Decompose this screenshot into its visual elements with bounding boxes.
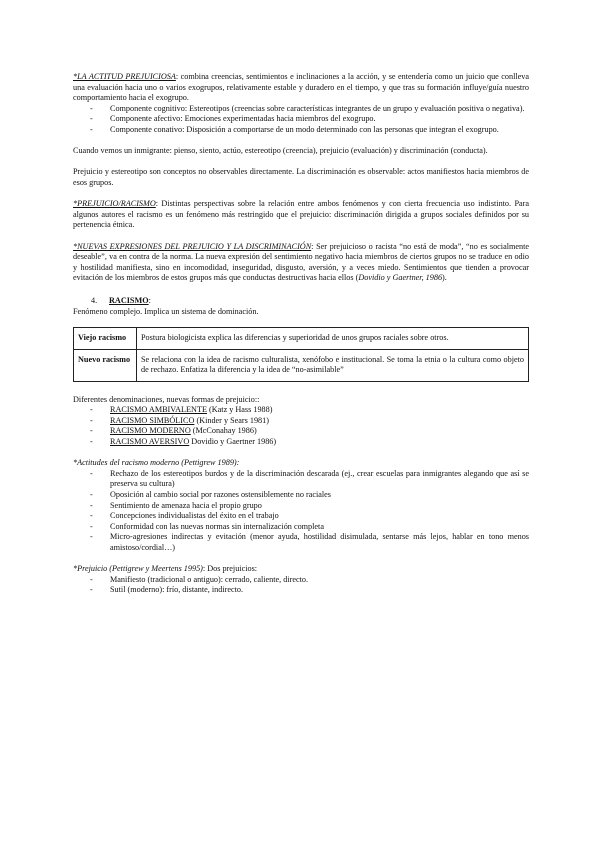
actitud-paragraph [73, 72, 529, 104]
nuevas-expresiones-title: *NUEVAS EXPRESIONES DEL PREJUICIO Y LA DISCRIMINACIÓN [73, 241, 312, 251]
actitud-text: : combina creencias, sentimientos e inclinaciones a la acción, y se entendería como un juicio que conlleva una evaluación hacia uno o varios exogrupos, relativamente estable y duradero en el tiempo, y que tras su formación influye/guía nuestro comportamiento hacia el exogrupo. [73, 72, 529, 103]
prejuicio-racismo-title: *PREJUICIO/RACISMO [73, 199, 156, 209]
list-item: - Componente cognitivo: Estereotipos (creencias sobre características integrantes de un grupo y evaluación positiva o negativa). [110, 104, 529, 115]
table-cell-label: Viejo racismo [74, 327, 137, 349]
racismo-intro: Fenómeno complejo. Implica un sistema de dominación. [73, 307, 259, 317]
table-row [74, 327, 529, 349]
racismo-number: 4. [91, 296, 98, 306]
list-item: - Componente conativo: Disposición a comportarse de un modo determinado con las personas que integran el exogrupo. [110, 125, 529, 136]
forma-name: RACISMO MODERNO [110, 426, 191, 436]
list-item [110, 437, 529, 448]
list-item: - Micro-agresiones indirectas y evitación (menor ayuda, hostilidad disimulada, sentarse más lejos, hablar en tono menos amistoso/cordial…) [110, 532, 529, 553]
prejuicio-pm-title: *Prejuicio (Pettigrew y Meertens 1995) [73, 564, 203, 574]
prejuicio-pm-list [73, 575, 529, 596]
componentes-list [73, 104, 529, 136]
list-item [110, 416, 529, 427]
nuevas-expresiones-text: : Ser prejuicioso o racista “no está de moda”, “no es socialmente deseable”, va en contra de la norma. La nueva expresión del sentimiento negativo hacia miembros de ciertos grupos no se traduce en odio y hostilidad manifiesta, sino en incomodidad, inseguridad, disgusto, aversión, y a veces miedo. Sentimientos que tienden a provocar evitación de los miembros de estos grupos más que conductas destructivas hacia ellos ( [73, 241, 529, 283]
forma-name: RACISMO SIMBÓLICO [110, 415, 195, 425]
list-item: - Concepciones individualistas del éxito en el trabajo [110, 511, 529, 522]
list-item: - Componente afectivo: Emociones experimentadas hacia miembros del exogrupo. [110, 114, 529, 125]
actitud-title: *LA ACTITUD PREJUICIOSA [73, 72, 176, 81]
table-row [74, 349, 529, 381]
formas-list [73, 405, 529, 447]
table-cell-text: Se relaciona con la idea de racismo culturalista, xenófobo e institucional. Se toma la etnia o la cultura como objeto de rechazo. Enfatiza la diferencia y la idea de “no-asimilable” [137, 349, 529, 381]
forma-name: RACISMO AMBIVALENTE [110, 405, 207, 415]
racismo-table [73, 327, 529, 382]
prejuicio-racismo-paragraph [73, 199, 529, 231]
observables-paragraph: Prejuicio y estereotipo son conceptos no observables directamente. La discriminación es observable: actos manifiestos hacia miembros de esos grupos. [73, 167, 529, 187]
actitudes-title: *Actitudes del racismo moderno (Pettigrew 1989): [73, 458, 240, 468]
nuevas-expresiones-cite: Dovidio y Gaertner, 1986 [358, 273, 443, 283]
list-item: - Rechazo de los estereotipos burdos y de la discriminación descarada (ej., crear escuelas para inmigrantes alegando que así se preserva su cultura) [110, 469, 529, 490]
actitudes-list [73, 469, 529, 554]
racismo-heading [73, 296, 529, 307]
prejuicio-pm-paragraph [73, 564, 529, 575]
table-cell-label: Nuevo racismo [74, 349, 137, 381]
forma-ref: Dovidio y Gaertner 1986) [189, 437, 277, 447]
racismo-colon: : [148, 296, 151, 306]
list-item: - Manifiesto (tradicional o antiguo): cerrado, caliente, directo. [110, 575, 529, 586]
list-item: - Oposición al cambio social por razones ostensiblemente no raciales [110, 490, 529, 501]
list-item: - Sutil (moderno): frío, distante, indirecto. [110, 585, 529, 596]
list-item [110, 405, 529, 416]
inmigrante-paragraph: Cuando vemos un inmigrante: pienso, siento, actúo, estereotipo (creencia), prejuicio (evaluación) y discriminación (conducta). [73, 146, 488, 156]
table-cell-text: Postura biologicista explica las diferencias y superioridad de unos grupos raciales sobre otros. [137, 327, 529, 349]
prejuicio-racismo-text: : Distintas perspectivas sobre la relación entre ambos fenómenos y con cierta frecuencia uso indistinto. Para algunos autores el racismo es un fenómeno más restringido que el prejuicio: discriminación dirigida a grupos sociales definidos por su pertenencia étnica. [73, 199, 529, 230]
racismo-title: RACISMO [109, 296, 149, 306]
list-item [110, 426, 529, 437]
document-page [73, 72, 529, 596]
forma-name: RACISMO AVERSIVO [110, 437, 190, 447]
list-item: - Sentimiento de amenaza hacia el propio grupo [110, 501, 529, 512]
forma-ref: (Kinder y Sears 1981) [194, 415, 269, 425]
formas-intro: Diferentes denominaciones, nuevas formas de prejuicio:: [73, 394, 260, 404]
nuevas-expresiones-end: ). [442, 273, 447, 283]
prejuicio-pm-text: : Dos prejuicios: [202, 564, 258, 574]
nuevas-expresiones-paragraph [73, 242, 529, 284]
forma-ref: (McConahay 1986) [190, 426, 257, 436]
list-item: - Conformidad con las nuevas normas sin internalización completa [110, 522, 529, 533]
forma-ref: (Katz y Hass 1988) [206, 405, 273, 415]
